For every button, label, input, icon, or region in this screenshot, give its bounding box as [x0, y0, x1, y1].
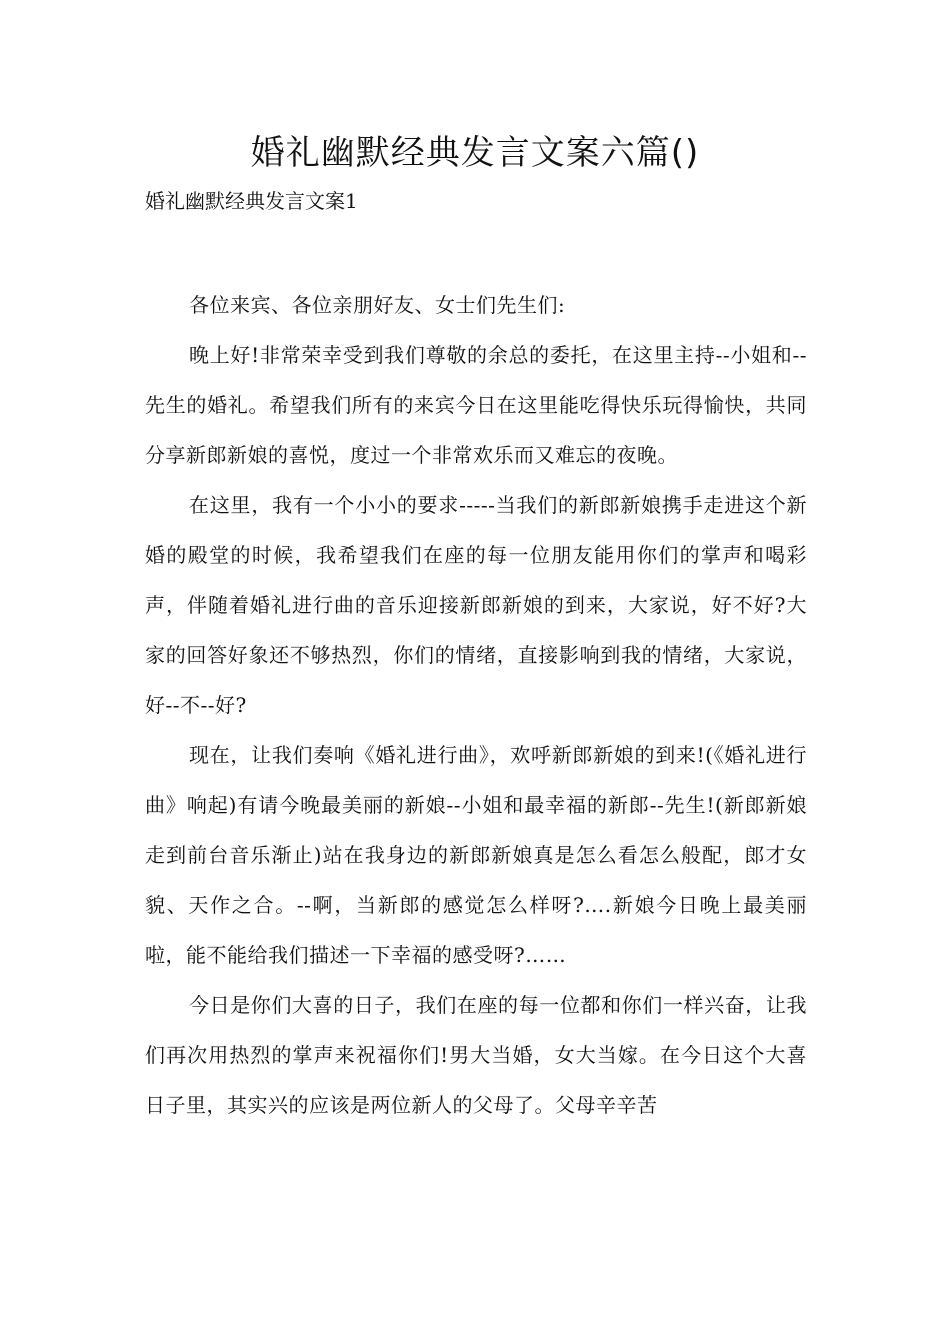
- document-title: 婚礼幽默经典发言文案六篇(): [250, 133, 700, 173]
- paragraph-request: 在这里，我有一个小小的要求-----当我们的新郎新娘携手走进这个新婚的殿堂的时候，我希望我们在座的每一位朋友能用你们的掌声和喝彩声，伴随着婚礼进行曲的音乐迎接新郎新娘的到来，大家说，好不好?大家的回答好象还不够热烈，你们的情绪，直接影响到我的情绪，大家说，好--不--好?: [145, 493, 807, 717]
- paragraph-wedding-march: 现在，让我们奏响《婚礼进行曲》，欢呼新郎新娘的到来!(《婚礼进行曲》响起)有请今晚最美丽的新娘--小姐和最幸福的新郎--先生!(新郎新娘走到前台音乐渐止)站在我身边的新郎新娘真是怎么看怎么般配，郎才女貌、天作之合。--啊，当新郎的感觉怎么样呀?….新娘今日晚上最美丽啦，能不能给我们描述一下幸福的感受呀?……: [145, 743, 807, 967]
- paragraph-celebration: 今日是你们大喜的日子，我们在座的每一位都和你们一样兴奋，让我们再次用热烈的掌声来祝福你们!男大当婚，女大当嫁。在今日这个大喜日子里，其实兴的应该是两位新人的父母了。父母辛辛苦: [145, 993, 807, 1117]
- paragraph-greeting: 各位来宾、各位亲朋好友、女士们先生们:: [189, 293, 566, 317]
- paragraph-opening: 晚上好!非常荣幸受到我们尊敬的余总的委托，在这里主持--小姐和--先生的婚礼。希望我们所有的来宾今日在这里能吃得快乐玩得愉快，共同分享新郎新娘的喜悦，度过一个非常欢乐而又难忘的夜晚。: [145, 343, 807, 467]
- document-subtitle: 婚礼幽默经典发言文案1: [145, 189, 358, 213]
- document-body: [145, 280, 807, 1130]
